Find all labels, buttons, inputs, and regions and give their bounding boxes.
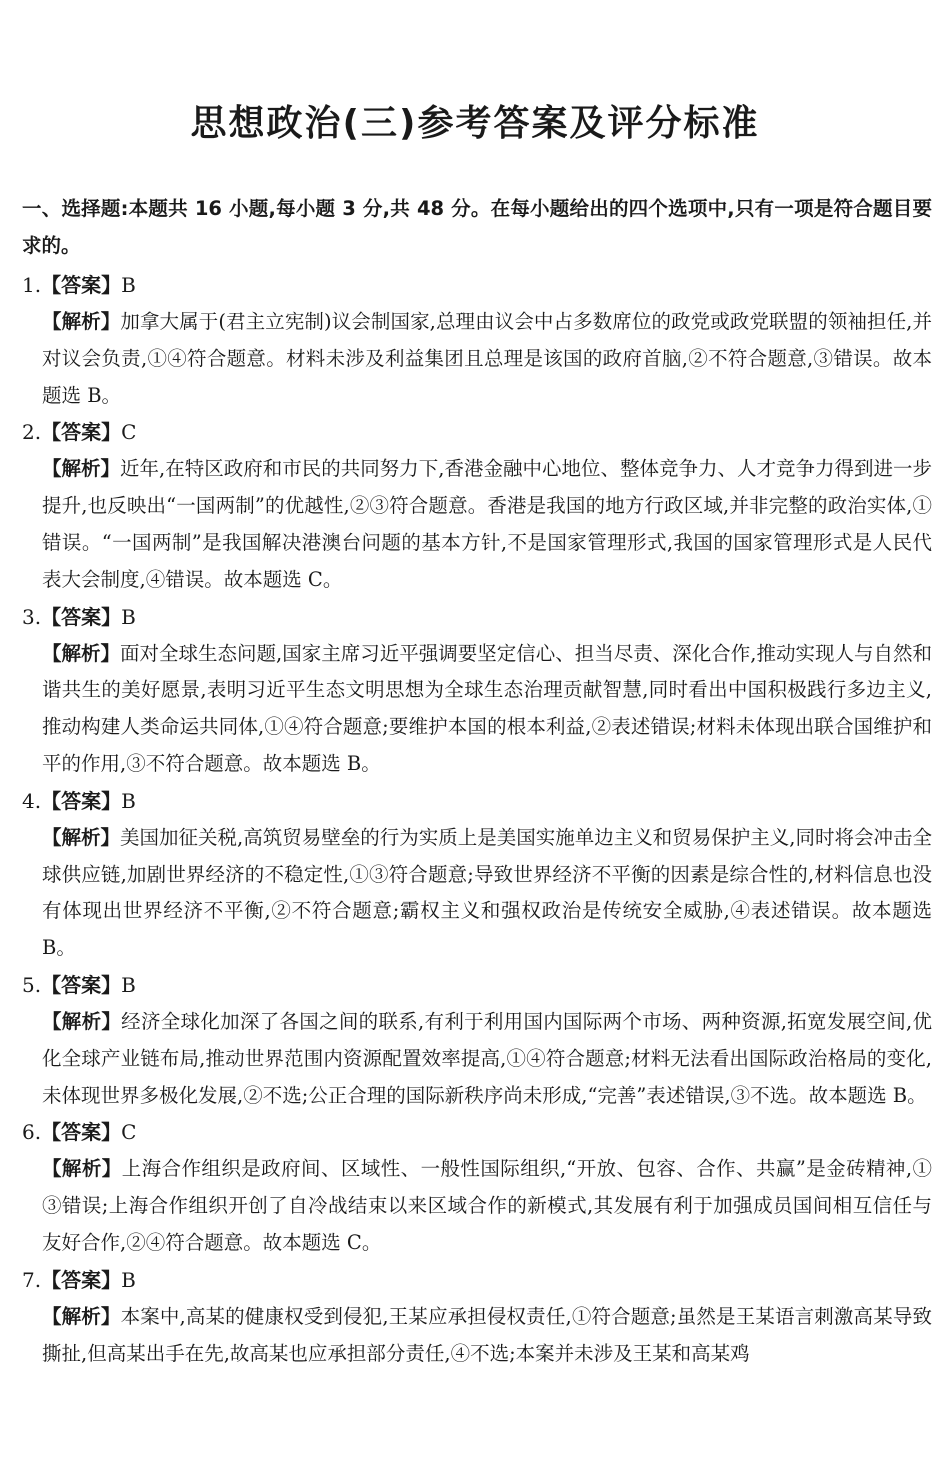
analysis-text: 上海合作组织是政府间、区域性、一般性国际组织,“开放、包容、合作、共赢”是金砖精神,①③错误;上海合作组织开创了自冷战结束以来区域合作的新模式,其发展有利于加强成员国间相互信任与友好合作,②④符合题意。故本题选 C。 bbox=[42, 1157, 932, 1254]
answer-value: B bbox=[121, 1267, 136, 1292]
answer-value: C bbox=[121, 420, 137, 445]
answer-line bbox=[22, 414, 932, 451]
analysis-label: 【解析】 bbox=[42, 310, 121, 333]
answer-line bbox=[22, 267, 932, 304]
answer-line bbox=[22, 783, 932, 820]
answer-label: 【答案】 bbox=[41, 604, 122, 629]
question-item bbox=[22, 1262, 932, 1373]
answer-label: 【答案】 bbox=[41, 788, 122, 813]
page-cutoff-mask bbox=[0, 1393, 950, 1464]
question-number: 4. bbox=[22, 788, 42, 813]
analysis-text: 美国加征关税,高筑贸易壁垒的行为实质上是美国实施单边主义和贸易保护主义,同时将会冲击全球供应链,加剧世界经济的不稳定性,①③符合题意;导致世界经济不平衡的因素是综合性的,材料信息也没有体现出世界经济不平衡,②不符合题意;霸权主义和强权政治是传统安全威胁,④表述错误。故本题选 B。 bbox=[42, 825, 932, 960]
answer-value: B bbox=[121, 788, 136, 813]
answer-label: 【答案】 bbox=[41, 420, 122, 445]
analysis-label: 【解析】 bbox=[42, 1009, 122, 1033]
analysis-text: 本案中,高某的健康权受到侵犯,王某应承担侵权责任,①符合题意;虽然是王某语言刺激高某导致撕扯,但高某出手在先,故高某也应承担部分责任,④不选;本案并未涉及王某和高某鸡 bbox=[42, 1304, 932, 1365]
question-item bbox=[22, 783, 932, 967]
question-item bbox=[22, 414, 932, 598]
answer-line bbox=[22, 599, 932, 636]
answer-value: C bbox=[121, 1120, 137, 1145]
analysis-label: 【解析】 bbox=[42, 1157, 122, 1181]
analysis-text: 近年,在特区政府和市民的共同努力下,香港金融中心地位、整体竞争力、人才竞争力得到进一步提升,也反映出“一国两制”的优越性,②③符合题意。香港是我国的地方行政区域,并非完整的政治实体,①错误。“一国两制”是我国解决港澳台问题的基本方针,不是国家管理形式,我国的国家管理形式是人民代表大会制度,④错误。故本题选 C。 bbox=[42, 457, 932, 591]
analysis-paragraph bbox=[42, 451, 932, 598]
analysis-paragraph bbox=[42, 304, 932, 414]
answer-line bbox=[22, 1262, 932, 1299]
analysis-paragraph bbox=[42, 1004, 932, 1114]
answer-label: 【答案】 bbox=[41, 273, 122, 297]
question-item bbox=[22, 599, 932, 783]
analysis-text: 面对全球生态问题,国家主席习近平强调要坚定信心、担当尽责、深化合作,推动实现人与自然和谐共生的美好愿景,表明习近平生态文明思想为全球生态治理贡献智慧,同时看出中国积极践行多边主义,推动构建人类命运共同体,①④符合题意;要维护本国的根本利益,②表述错误;材料未体现出联合国维护和平的作用,③不符合题意。故本题选 B。 bbox=[42, 641, 932, 775]
question-item bbox=[22, 267, 932, 414]
analysis-paragraph bbox=[42, 820, 932, 967]
page-title: 思想政治(三)参考答案及评分标准 bbox=[190, 103, 760, 144]
analysis-text: 加拿大属于(君主立宪制)议会制国家,总理由议会中占多数席位的政党或政党联盟的领袖担任,并对议会负责,①④符合题意。材料未涉及利益集团且总理是该国的政府首脑,②不符合题意,③错误。故本题选 B。 bbox=[42, 310, 932, 407]
question-number: 2. bbox=[22, 420, 42, 445]
answer-line bbox=[22, 1114, 932, 1151]
answer-label: 【答案】 bbox=[41, 972, 122, 997]
analysis-label: 【解析】 bbox=[42, 457, 121, 481]
analysis-label: 【解析】 bbox=[42, 641, 121, 665]
analysis-paragraph bbox=[42, 636, 932, 783]
analysis-label: 【解析】 bbox=[42, 825, 121, 849]
answer-value: B bbox=[121, 604, 136, 629]
analysis-label: 【解析】 bbox=[42, 1304, 121, 1328]
question-item bbox=[22, 967, 932, 1114]
answer-line bbox=[22, 967, 932, 1004]
answer-value: B bbox=[121, 273, 136, 297]
question-list bbox=[22, 267, 932, 1372]
answer-label: 【答案】 bbox=[41, 1120, 122, 1145]
analysis-paragraph bbox=[42, 1151, 932, 1261]
question-number: 5. bbox=[22, 972, 42, 997]
answer-value: B bbox=[121, 972, 136, 997]
question-item bbox=[22, 1114, 932, 1261]
question-number: 7. bbox=[22, 1267, 42, 1292]
question-number: 6. bbox=[22, 1120, 42, 1145]
analysis-text: 经济全球化加深了各国之间的联系,有利于利用国内国际两个市场、两种资源,拓宽发展空间,优化全球产业链布局,推动世界范围内资源配置效率提高,①④符合题意;材料无法看出国际政治格局的变化,未体现世界多极化发展,②不选;公正合理的国际新秩序尚未形成,“完善”表述错误,③不选。故本题选 B。 bbox=[42, 1009, 932, 1107]
analysis-paragraph bbox=[42, 1299, 932, 1373]
section-heading: 一、选择题:本题共 16 小题,每小题 3 分,共 48 分。在每小题给出的四个选项中,只有一项是符合题目要求的。 bbox=[22, 197, 932, 257]
question-number: 1. bbox=[22, 273, 42, 297]
answer-label: 【答案】 bbox=[41, 1267, 122, 1292]
question-number: 3. bbox=[22, 604, 42, 629]
